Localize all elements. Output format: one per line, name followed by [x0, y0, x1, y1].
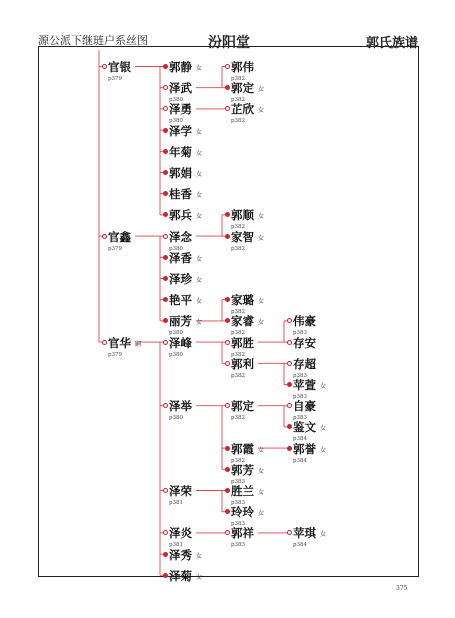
sex-mark: 女: [196, 255, 203, 263]
male-marker-dot-icon: [102, 340, 107, 345]
page-reference: p382: [231, 457, 246, 464]
page-reference: p379: [108, 245, 123, 252]
page-reference: p380: [169, 351, 184, 358]
book-branch-title: 源公派下继琏户系丝图: [38, 34, 148, 47]
page-reference: p381: [169, 542, 184, 549]
page-reference: p382: [231, 372, 246, 379]
male-marker-dot-icon: [225, 64, 230, 69]
sex-mark: 女: [258, 298, 265, 306]
sex-mark: 嗣: [135, 340, 142, 348]
person-name: 郭霞: [231, 441, 254, 456]
sex-mark: 女: [258, 319, 265, 327]
person-name: 郭顺: [231, 208, 254, 223]
page-reference: p380: [169, 97, 184, 104]
sex-mark: 女: [320, 531, 327, 539]
male-marker-dot-icon: [163, 488, 168, 493]
female-marker-dot-icon: [225, 234, 230, 239]
female-marker-dot-icon: [287, 446, 292, 451]
sex-mark: 女: [258, 107, 265, 115]
genealogy-title: 郭氏族谱: [366, 36, 419, 51]
hall-name: 汾阳堂: [208, 35, 250, 51]
person-name: 泽荣: [169, 484, 192, 498]
male-marker-dot-icon: [163, 234, 168, 239]
person-name: 郭静: [169, 60, 192, 74]
person-name: 泽香: [169, 250, 192, 265]
sex-mark: 女: [258, 213, 265, 221]
sex-mark: 女: [258, 86, 265, 94]
page-number: 375: [396, 585, 408, 592]
person-name: 郭芳: [231, 462, 254, 477]
person-name: 芷欣: [231, 102, 254, 117]
person-name: 泽秀: [169, 547, 192, 562]
sex-mark: 女: [320, 383, 327, 390]
person-name: 泽菊: [169, 568, 192, 583]
page-reference: p384: [293, 457, 308, 464]
male-marker-dot-icon: [287, 340, 292, 345]
person-name: 年菊: [169, 144, 192, 159]
page-reference: p382: [231, 309, 246, 316]
person-name: 丽芳: [169, 314, 192, 329]
person-name: 泽珍: [169, 272, 192, 286]
female-marker-dot-icon: [225, 467, 230, 472]
person-name: 家睿: [231, 314, 254, 329]
page-reference: p383: [231, 542, 246, 549]
person-name: 郭定: [231, 399, 254, 414]
page-reference: p380: [169, 118, 184, 125]
female-marker-dot-icon: [163, 276, 168, 281]
person-name: 苹琪: [293, 526, 316, 541]
person-name: 郭胜: [231, 335, 254, 350]
person-name: 艳平: [169, 293, 192, 308]
person-name: 郭定: [231, 81, 254, 96]
female-marker-dot-icon: [225, 488, 230, 493]
person-name: 郭伟: [231, 60, 254, 74]
page-reference: p383: [293, 372, 308, 379]
female-marker-dot-icon: [163, 573, 168, 578]
male-marker-dot-icon: [225, 361, 230, 366]
person-name: 泽峰: [169, 335, 192, 350]
male-marker-dot-icon: [102, 64, 107, 69]
person-name: 泽勇: [169, 102, 192, 117]
male-marker-dot-icon: [163, 340, 168, 345]
page-reference: p380: [169, 330, 184, 337]
male-marker-dot-icon: [287, 361, 292, 366]
person-name: 家智: [231, 229, 254, 244]
sex-mark: 女: [196, 171, 203, 178]
person-name: 桂香: [169, 187, 192, 202]
sex-mark: 女: [196, 277, 203, 284]
person-name: 泽念: [169, 229, 192, 244]
person-name: 存超: [293, 356, 316, 371]
female-marker-dot-icon: [225, 446, 230, 451]
male-marker-dot-icon: [225, 340, 230, 345]
female-marker-dot-icon: [163, 64, 168, 69]
sex-mark: 女: [196, 573, 203, 581]
sex-mark: 女: [196, 298, 203, 306]
female-marker-dot-icon: [163, 170, 168, 175]
male-marker-dot-icon: [102, 234, 107, 239]
sex-mark: 女: [196, 65, 203, 72]
sex-mark: 女: [258, 489, 265, 496]
female-marker-dot-icon: [163, 255, 168, 260]
page-reference: p382: [231, 415, 246, 422]
sex-mark: 女: [320, 425, 327, 433]
person-name: 苹萱: [293, 378, 316, 392]
person-name: 官银: [108, 60, 131, 74]
person-name: 玲玲: [231, 505, 254, 520]
person-name: 郭利: [231, 356, 254, 371]
sex-mark: 女: [258, 234, 265, 242]
page-reference: p379: [108, 351, 123, 358]
page-reference: p382: [231, 97, 246, 104]
female-marker-dot-icon: [163, 552, 168, 557]
sex-mark: 女: [196, 192, 203, 200]
person-name: 伟豪: [293, 314, 316, 329]
person-name: 郭誉: [293, 441, 316, 456]
page-reference: p382: [231, 245, 246, 252]
page-reference: p382: [231, 224, 246, 231]
sex-mark: 女: [258, 510, 265, 518]
sex-mark: 女: [258, 446, 265, 454]
page-reference: p383: [293, 415, 308, 422]
person-name: 官鑫: [108, 229, 131, 244]
sex-mark: 女: [196, 319, 203, 327]
sex-mark: 女: [196, 213, 203, 221]
sex-mark: 女: [196, 149, 203, 157]
page-reference: p381: [169, 500, 184, 506]
person-name: 鉴文: [293, 420, 316, 435]
page-reference: p380: [169, 415, 184, 422]
person-name: 存安: [293, 335, 316, 350]
person-name: 胜兰: [231, 484, 254, 498]
person-name: 泽武: [169, 81, 192, 96]
page-reference: p383: [231, 521, 246, 528]
page-reference: p382: [231, 118, 246, 125]
person-name: 郭兵: [169, 208, 192, 223]
page-reference: p382: [231, 76, 246, 82]
person-name: 自豪: [293, 399, 316, 414]
sex-mark: 女: [196, 552, 203, 560]
page-reference: p383: [293, 330, 308, 337]
person-name: 家璐: [231, 293, 254, 308]
page-reference: p384: [293, 436, 308, 443]
page-reference: p382: [231, 351, 246, 358]
person-name: 泽举: [169, 399, 192, 414]
page-reference: p383: [231, 478, 246, 485]
page-reference: p383: [293, 394, 308, 400]
page-reference: p380: [169, 245, 184, 252]
female-marker-dot-icon: [287, 382, 292, 387]
page-reference: p382: [231, 330, 246, 337]
sex-mark: 女: [196, 128, 203, 136]
person-name: 泽炎: [169, 526, 192, 541]
page-reference: p383: [231, 500, 246, 506]
person-name: 官华: [108, 335, 131, 350]
person-name: 泽学: [169, 123, 192, 138]
page-reference: p379: [108, 76, 123, 82]
female-marker-dot-icon: [163, 128, 168, 133]
page-reference: p384: [293, 542, 308, 549]
sex-mark: 女: [320, 446, 327, 454]
person-name: 郭娟: [169, 166, 192, 180]
female-marker-dot-icon: [163, 149, 168, 154]
sex-mark: 女: [258, 467, 265, 475]
person-name: 郭祥: [231, 526, 254, 541]
